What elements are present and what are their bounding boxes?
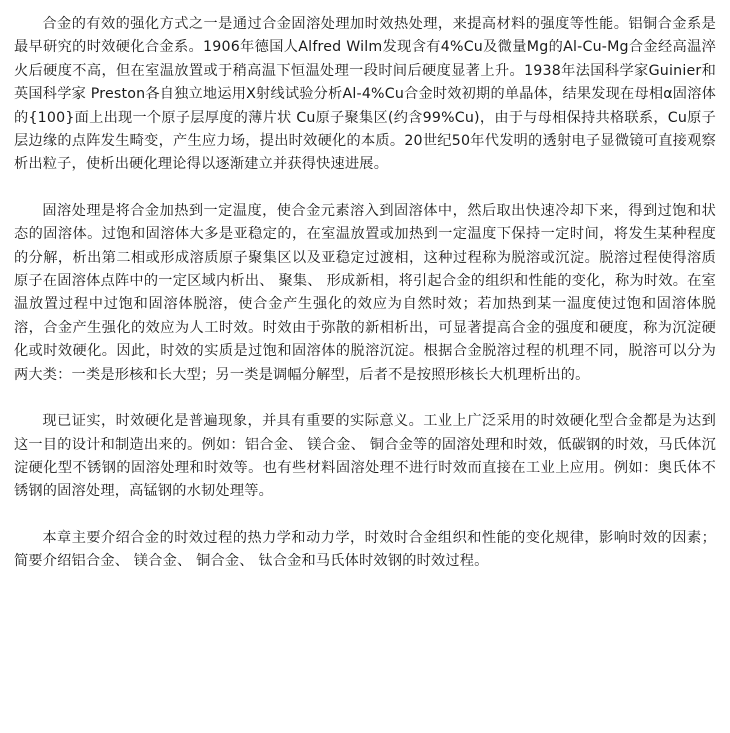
document-body — [14, 13, 716, 574]
paragraph-solution-treatment: 固溶处理是将合金加热到一定温度，使合金元素溶入到固溶体中，然后取出快速冷却下来，得到过饱和状态的固溶体。过饱和固溶体大多是亚稳定的，在室温放置或加热到一定温度下保持一定时间，将发生某种程度的分解，析出第二相或形成溶质原子聚集区以及亚稳定过渡相，这种过程称为脱溶或沉淀。脱溶过程使得溶质原子在固溶体点阵中的一定区域内析出、 聚集、 形成新相，将引起合金的组织和性能的变化，称为时效。在室温放置过程中过饱和固溶体脱溶，使合金产生强化的效应为自然时效；若加热到某一温度使过饱和固溶体脱溶，合金产生强化的效应为人工时效。时效由于弥散的新相析出，可显著提高合金的强度和硬度，称为沉淀硬化或时效硬化。因此，时效的实质是过饱和固溶体的脱溶沉淀。根据合金脱溶过程的机理不同，脱溶可以分为两大类：一类是形核和长大型；另一类是调幅分解型，后者不是按照形核长大机理析出的。 — [14, 202, 716, 383]
paragraph-chapter-overview: 本章主要介绍合金的时效过程的热力学和动力学，时效时合金组织和性能的变化规律，影响时效的因素；简要介绍铝合金、 镁合金、 铜合金、 钛合金和马氏体时效钢的时效过程。 — [14, 529, 716, 570]
paragraph-age-hardening-history: 合金的有效的强化方式之一是通过合金固溶处理加时效热处理，来提高材料的强度等性能。铝铜合金系是最早研究的时效硬化合金系。1906年德国人Alfred Wilm发现含有4%Cu及微量Mg的Al-Cu-Mg合金经高温淬火后硬度不高，但在室温放置或于稍高温下恒温处理一段时间后硬度显著上升。1938年法国科学家Guinier和英国科学家 Preston各自独立地运用X射线试验分析Al-4%Cu合金时效初期的单晶体，结果发现在母相α固溶体的{100}面上出现一个原子层厚度的薄片状 Cu原子聚集区(约含99%Cu)，由于与母相保持共格联系，Cu原子层边缘的点阵发生畸变，产生应力场，提出时效硬化的本质。20世纪50年代发明的透射电子显微镜可直接观察析出粒子，使析出硬化理论得以逐渐建立并获得快速进展。 — [14, 16, 716, 173]
paragraph-practical-significance: 现已证实，时效硬化是普遍现象，并具有重要的实际意义。工业上广泛采用的时效硬化型合金都是为达到这一目的设计和制造出来的。例如：铝合金、 镁合金、 铜合金等的固溶处理和时效，低碳钢的时效，马氏体沉淀硬化型不锈钢的固溶处理和时效等。也有些材料固溶处理不进行时效而直接在工业上应用。例如：奥氏体不锈钢的固溶处理，高锰钢的水韧处理等。 — [14, 413, 716, 500]
